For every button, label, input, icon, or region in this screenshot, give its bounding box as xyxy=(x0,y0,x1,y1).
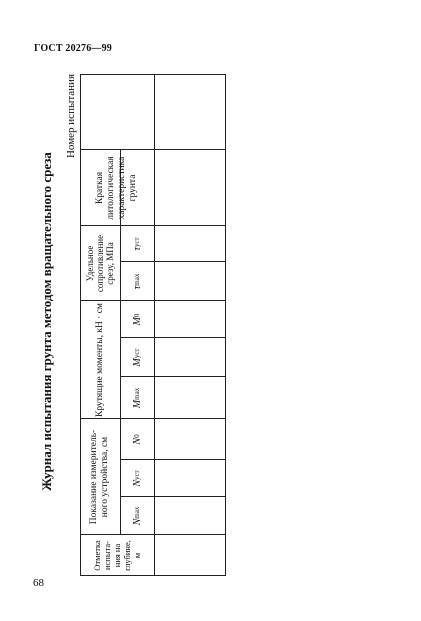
document-header: ГОСТ 20276—99 xyxy=(34,43,113,54)
header-depth xyxy=(80,535,154,576)
symbol-n-zero: N 0 xyxy=(131,434,143,445)
header-gauge-text: Показание измеритель-ного устройства, см xyxy=(89,429,110,525)
test-number-label: Номер испытания xyxy=(65,74,77,159)
header-moments xyxy=(80,301,120,419)
header-gauge xyxy=(80,419,120,535)
header-lithology-text: Краткая литологическая характеристика грунта xyxy=(95,156,138,220)
page-number: 68 xyxy=(33,577,44,589)
symbol-n-ust: N уст xyxy=(131,470,143,487)
table-line xyxy=(80,74,225,75)
symbol-tau-max: τ max xyxy=(131,273,143,290)
rotated-journal-block xyxy=(34,67,240,576)
table-line xyxy=(225,74,226,576)
header-depth-text: Отметка испыта-ния на глубине, м xyxy=(92,540,142,571)
symbol-tau-ust: τ уст xyxy=(131,237,143,251)
header-resistance xyxy=(80,226,120,301)
header-moments-text: Крутящие моменты, кН · см xyxy=(94,303,105,417)
symbol-m-zero: M 0 xyxy=(131,313,143,326)
header-resistance-text: Удельное сопротивление срезу, МПа xyxy=(85,234,115,293)
symbol-n-max: N max xyxy=(131,506,143,526)
symbol-m-ust: M уст xyxy=(131,348,143,367)
symbol-m-max: M max xyxy=(131,387,143,409)
journal-table xyxy=(80,74,225,576)
header-lithology xyxy=(80,150,154,226)
journal-title: Журнал испытания грунта методом вращательного среза xyxy=(39,152,54,491)
